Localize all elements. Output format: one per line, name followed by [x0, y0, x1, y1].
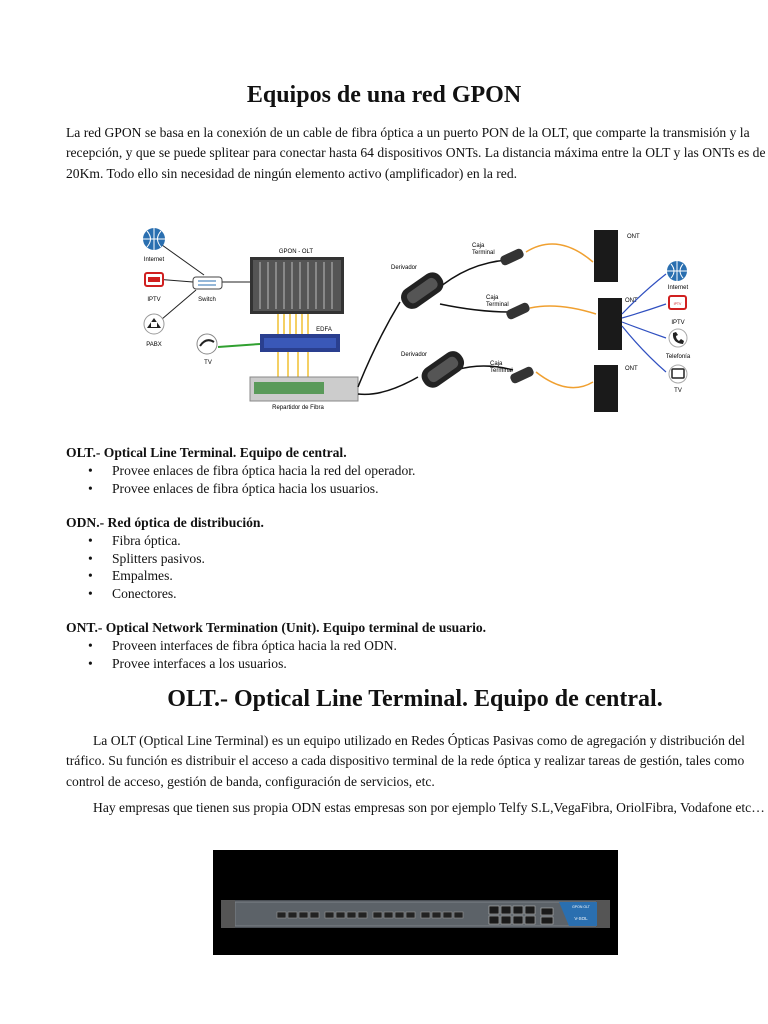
caja-terminal-3: [509, 365, 535, 384]
label-ont-3: ONT: [625, 366, 638, 372]
list-item: • Provee enlaces de fibra óptica hacia la red del operador.: [66, 462, 746, 480]
label-ont-1: ONT: [627, 234, 640, 240]
section-odn: [66, 514, 746, 602]
list-item: • Splitters pasivos.: [66, 550, 746, 568]
label-internet-right: Internet: [667, 285, 689, 291]
iptv-icon-right: [669, 296, 686, 309]
section-ont-list: [66, 637, 746, 672]
caja-terminal-2: [505, 301, 531, 320]
list-item: • Fibra óptica.: [66, 532, 746, 550]
olt-paragraph-1: [66, 731, 766, 792]
caja-terminal-1: [499, 247, 525, 266]
label-internet: Internet: [143, 257, 165, 263]
label-repartidor: Repartidor de Fibra: [272, 405, 324, 411]
label-edfa: EDFA: [316, 327, 332, 333]
label-olt: GPON - OLT: [278, 249, 314, 255]
satellite-dish-icon: [197, 334, 217, 354]
olt-paragraph-2: [66, 798, 766, 818]
label-derivador-2: Derivador: [400, 352, 428, 358]
label-caja-1b: Terminal: [472, 250, 495, 256]
ont-3: [594, 365, 618, 412]
pabx-icon: [144, 314, 164, 334]
section-odn-heading: ODN.- Red óptica de distribución.: [66, 515, 264, 530]
label-caja-2a: Caja: [486, 295, 499, 301]
edfa-unit: [260, 334, 340, 352]
badge-iptv: IPTV: [673, 302, 682, 306]
label-telefonia: Telefonía: [665, 354, 691, 360]
switch-icon: [193, 277, 222, 289]
section-ont: [66, 619, 746, 672]
intro-paragraph: La red GPON se basa en la conexión de un cable de fibra óptica a un puerto PON de la OLT, que comparte la transmisión y la recepción, y que se puede splitear para conectar hasta 64 dispositivos ONTs. La distancia máxima entre la OLT y las ONTs es de 20Km. Todo ello sin necesidad de ningún elemento activo (amplificador) en la red.: [66, 125, 766, 181]
internet-icon-right: [667, 261, 687, 281]
list-item: • Provee interfaces a los usuarios.: [66, 655, 746, 673]
olt-fibers: [278, 314, 308, 334]
label-caja-2b: Terminal: [486, 302, 509, 308]
phone-icon: [669, 329, 687, 347]
label-iptv: IPTV: [147, 297, 161, 303]
olt-device-photo: [213, 850, 618, 955]
label-caja-3b: Terminal: [490, 368, 513, 374]
iptv-icon: [145, 273, 163, 286]
olt-paragraph-2-text: Hay empresas que tienen sus propia ODN estas empresas son por ejemplo Telfy S.L,VegaFibra, OriolFibra, Vodafone etc…: [93, 800, 765, 815]
list-item: • Proveen interfaces de fibra óptica hacia la red ODN.: [66, 637, 746, 655]
label-caja-1a: Caja: [472, 243, 485, 249]
section-olt: [66, 444, 746, 497]
label-caja-3a: Caja: [490, 361, 503, 367]
label-tv: TV: [204, 360, 212, 366]
fiber-distribution-panel: [250, 377, 358, 401]
tv-link: [218, 344, 260, 347]
tv-icon-right: [669, 365, 687, 383]
device-model: GPON OLT: [572, 905, 590, 909]
label-derivador-1: Derivador: [390, 265, 418, 271]
internet-icon: [143, 228, 165, 250]
drop-fibers: [526, 244, 596, 388]
derivador-1: [397, 268, 447, 312]
ont-1: [594, 230, 618, 282]
page-title: Equipos de una red GPON: [246, 82, 522, 108]
label-iptv-right: IPTV: [671, 320, 685, 326]
list-item: • Provee enlaces de fibra óptica hacia los usuarios.: [66, 480, 746, 498]
edfa-fibers: [278, 352, 308, 377]
label-pabx: PABX: [146, 342, 162, 348]
gpon-network-diagram: [138, 222, 704, 412]
label-ont-2: ONT: [625, 298, 638, 304]
user-links: [622, 274, 666, 372]
ont-2: [598, 298, 622, 350]
section-odn-list: [66, 532, 746, 602]
section-ont-heading: ONT.- Optical Network Termination (Unit). Equipo terminal de usuario.: [66, 620, 487, 635]
device-brand: V-SOL: [574, 916, 588, 921]
olt-paragraph-1-text: La OLT (Optical Line Terminal) es un equipo utilizado en Redes Ópticas Pasivas como de agregación y distribución del tráfico. Su función es distribuir el acceso a cada dispositivo terminal de la rede óptica y realizar tareas de gestión, tales como control de acceso, gestión de banda, configuración de servicios, etc.: [66, 733, 745, 789]
olt-chassis: [250, 257, 344, 314]
list-item: • Empalmes.: [66, 567, 746, 585]
section-olt-heading: OLT.- Optical Line Terminal. Equipo de central.: [66, 445, 347, 460]
label-switch: Switch: [198, 297, 216, 303]
list-item: • Conectores.: [66, 585, 746, 603]
section-olt-list: [66, 462, 746, 497]
label-tv-right: TV: [674, 388, 682, 394]
olt-heading: OLT.- Optical Line Terminal. Equipo de central.: [167, 686, 663, 712]
